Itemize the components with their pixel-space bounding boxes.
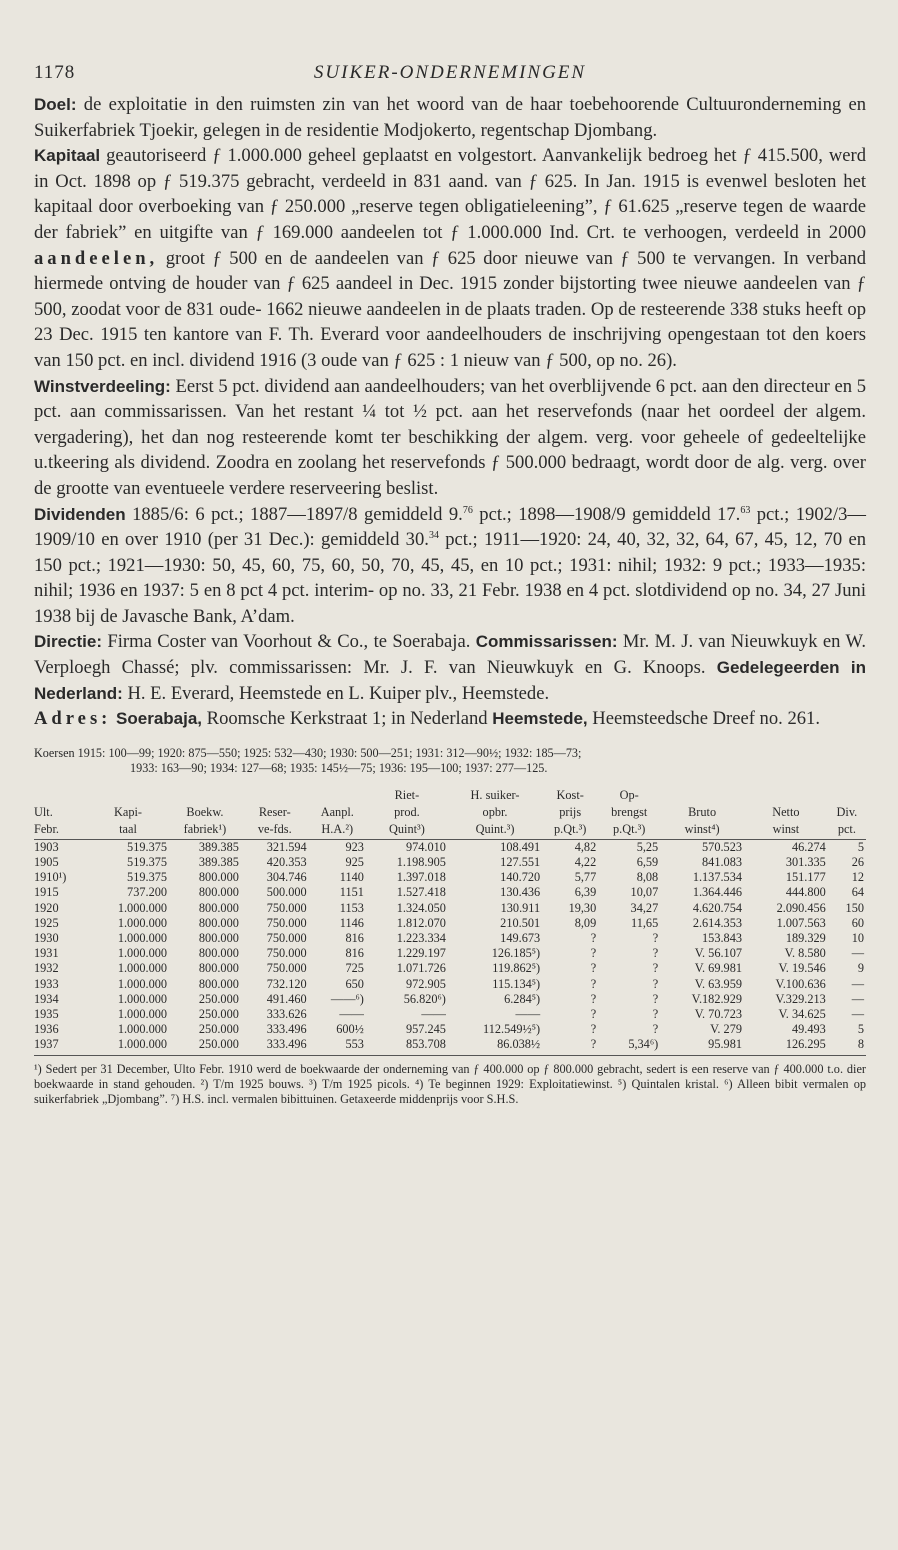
table-cell: 210.501 — [500, 915, 541, 930]
table-cell: V. 8.580 — [784, 946, 826, 961]
column-header — [87, 788, 169, 805]
table-cell: 5,34⁶) — [598, 1037, 660, 1055]
section-label: Soerabaja, — [116, 709, 203, 729]
table-cell: 1153 — [339, 900, 364, 915]
table-cell: 1.000.000 — [117, 900, 168, 915]
paragraph-text: Eerst 5 pct. dividend aan aandeelhouders; van het overblijvende 6 pct. aan den directeur en 5 pct. aan commissarissen. Van het restant ¼ tot ½ pct. aan het reservefonds (naar het oordeel der algem. vergadering), het dan nog resteerende komt ter beschikking der algem. verg. voor geheele of gedeeltelijke u.tkeering als dividend. Zoodra en zoolang het reservefonds ƒ 500.000 bedraagt, wordt door de alg. verg. over de grootte van eventueele verdere reserveering beslist. — [34, 375, 866, 499]
superscript: 63 — [740, 504, 751, 516]
section-label: Doel: — [34, 95, 77, 114]
table-row — [34, 977, 866, 992]
table-row — [34, 855, 866, 870]
paragraph-text: pct.; 1911—1920: 24, 40, 32, 32, 64, 67, 45, 12, 70 en 150 pct.; 1921—1930: 50, 45, 60, 75, 60, 50, 70, 45, 45, en 10 pct.; 1931: nihil; 1932: 9 pct.; 1933—1935: nihil; 1936 en 1937: 5 en 8 pct 4 pct. interim- op no. 33, 21 Febr. 1938 en 4 pct. slotdividend op no. 34, 27 Juni 1938 bij de Javasche Bank, A’dam. — [34, 529, 867, 627]
table-cell: 816 — [345, 931, 364, 946]
superscript: 76 — [462, 504, 473, 516]
paragraph-text: Roomsche Kerkstraat 1; in Nederland — [202, 708, 493, 730]
table-header-row — [34, 788, 866, 805]
paragraph-text: geautoriseerd ƒ 1.000.000 geheel geplaatst en volgestort. Aanvankelijk bedroeg het ƒ 415.500, werd in Oct. 1898 op ƒ 519.375 gebracht, verdeeld in 831 aand. van ƒ 625. In Jan. 1915 is evenwel besloten het kapitaal door overboeking van ƒ 250.000 „reserve tegen obligatieleening”, ƒ 61.625 „reserve tegen de waarde der fabriek” en uitgifte van ƒ 169.000 aandeelen tot ƒ 1.000.000 Ind. Crt. te verhoogen, verdeeld in 2000 — [34, 145, 866, 243]
table-cell: ? — [652, 931, 659, 946]
table-cell: — — [851, 1007, 864, 1022]
table-cell: 149.673 — [500, 931, 541, 946]
table-cell: 800.000 — [198, 931, 239, 946]
column-header: Kost- — [556, 787, 584, 802]
column-header: prod. — [394, 804, 420, 819]
table-cell: 732.120 — [266, 976, 307, 991]
paragraph-text: Heemsteedsche Dreef no. 261. — [587, 708, 820, 730]
table-cell: 1925 — [34, 915, 59, 930]
document-page — [34, 58, 866, 1107]
table-cell: 112.549½⁵) — [483, 1022, 541, 1037]
column-header: H. suiker- — [470, 787, 520, 802]
koersen-line-2: 1933: 163—90; 1934: 127—68; 1935: 145½—75; 1936: 195—100; 1937: 277—125. — [130, 760, 548, 775]
table-cell: 972.905 — [405, 976, 446, 991]
section-label: Commissarissen: — [475, 632, 618, 652]
table-cell: 2.090.456 — [776, 900, 826, 915]
table-cell: 650 — [345, 976, 364, 991]
page-number: 1178 — [34, 62, 76, 83]
table-cell: ? — [652, 961, 659, 976]
table-row — [34, 1037, 866, 1055]
table-cell: 1.000.000 — [117, 1007, 168, 1022]
table-cell: ? — [652, 991, 659, 1006]
table-cell: 1.137.534 — [692, 870, 742, 885]
table-cell: 304.746 — [266, 870, 307, 885]
table-cell: ? — [590, 946, 597, 961]
table-cell: V. 56.107 — [694, 946, 742, 961]
page-header — [34, 58, 866, 92]
table-cell: —— — [339, 1007, 364, 1022]
table-cell: 1.397.018 — [396, 870, 446, 885]
column-header: fabriek¹) — [169, 822, 241, 840]
column-header: Quint.³) — [448, 822, 542, 840]
table-cell: 151.177 — [785, 870, 826, 885]
table-cell: 127.551 — [500, 855, 541, 870]
table-cell: — — [851, 991, 864, 1006]
paragraph-text: groot ƒ 500 en de aandeelen van ƒ 625 door nieuwe van ƒ 500 te vervangen. In verband hiermede ontving de houder van ƒ 625 aandeel in Dec. 1915 zonder bijstorting twee nieuwe aandeelen van ƒ 500, zoodat voor de 831 oude- 1662 nieuwe aandeelen in de plaats traden. Op de resteerende 338 stuks heeft op 23 Dec. 1915 ten kantore van F. Th. Everard voor aandeelhouders de inschrijving opengestaan tot den koers van 150 pct. en incl. dividend 1916 (3 oude van ƒ 625 : 1 nieuw van ƒ 500, op no. 26). — [34, 247, 866, 371]
table-cell: 250.000 — [169, 1037, 241, 1055]
table-cell: 1936 — [34, 1022, 59, 1037]
table-cell: 1.000.000 — [117, 976, 168, 991]
paragraph-text: Mr. M. J. van Nieuwkuyk en W. Verploegh Chassé; plv. commissarissen: Mr. J. F. van Nieuwkuyk en G. Knoops. — [34, 631, 866, 679]
table-cell: 1910¹) — [34, 870, 67, 885]
table-cell: 126.185⁵) — [491, 946, 541, 961]
table-cell: ? — [652, 1022, 659, 1037]
table-cell: 570.523 — [702, 839, 742, 854]
table-cell: 800.000 — [198, 870, 239, 885]
table-cell: 1.229.197 — [396, 946, 446, 961]
table-cell: 853.708 — [366, 1037, 448, 1055]
table-cell: 150 — [845, 900, 864, 915]
table-row — [34, 1007, 866, 1022]
table-cell: 923 — [345, 839, 364, 854]
table-cell: 8 — [828, 1037, 866, 1055]
koersen-line-1: Koersen 1915: 100—99; 1920: 875—550; 1925: 532—430; 1930: 500—251; 1931: 312—90½; 1932: 185—73; — [34, 745, 582, 760]
column-header: Bruto — [688, 804, 717, 819]
table-cell: 8,09 — [574, 915, 597, 930]
table-cell: 500.000 — [266, 885, 307, 900]
paragraph — [34, 92, 866, 143]
table-row — [34, 946, 866, 961]
table-cell: 1903 — [34, 839, 59, 854]
table-cell: 1.223.334 — [396, 931, 446, 946]
table-cell: 1.000.000 — [117, 961, 168, 976]
table-cell: 250.000 — [198, 1022, 239, 1037]
section-label: Adres: — [34, 708, 112, 730]
table-cell: 10,07 — [630, 885, 659, 900]
column-header: Kapi- — [114, 804, 143, 819]
table-cell: 130.911 — [500, 900, 541, 915]
table-cell: 5,25 — [636, 839, 659, 854]
table-cell: 12 — [851, 870, 864, 885]
table-cell: 4,82 — [574, 839, 597, 854]
table-cell: 19,30 — [568, 900, 597, 915]
table-cell: 750.000 — [266, 931, 307, 946]
table-cell: 1.007.563 — [776, 915, 826, 930]
table-cell: ? — [652, 1007, 659, 1022]
table-cell: ? — [590, 976, 597, 991]
column-header: winst⁴) — [660, 822, 744, 840]
financial-table-body — [34, 839, 866, 1055]
table-cell: ? — [590, 961, 597, 976]
section-label: aandeelen, — [34, 247, 159, 269]
paragraph — [34, 706, 866, 732]
column-header — [309, 788, 366, 805]
table-cell: ? — [590, 1007, 597, 1022]
column-header: Aanpl. — [320, 804, 354, 819]
table-cell: 6.284⁵) — [504, 991, 541, 1006]
table-cell: 800.000 — [198, 885, 239, 900]
table-row — [34, 931, 866, 946]
column-header — [744, 788, 828, 805]
table-cell: — — [851, 946, 864, 961]
table-cell: 1935 — [34, 1007, 59, 1022]
column-header: Reser- — [258, 804, 291, 819]
table-cell: 6,59 — [636, 855, 659, 870]
table-cell: 750.000 — [266, 900, 307, 915]
paragraph-text: de exploitatie in den ruimsten zin van het woord van de haar toebehoorende Cultuuronderneming en Suikerfabriek Tjoekir, gelegen in de residentie Modjokerto, regentschap Djombang. — [34, 94, 866, 141]
table-cell: 1920 — [34, 900, 59, 915]
table-cell: 750.000 — [266, 946, 307, 961]
table-cell: 519.375 — [127, 839, 168, 854]
table-cell: 1.812.070 — [396, 915, 446, 930]
table-cell: 321.594 — [266, 839, 307, 854]
column-header: Riet- — [394, 787, 420, 802]
paragraph — [34, 374, 866, 502]
table-cell: 389.385 — [198, 839, 239, 854]
table-row — [34, 961, 866, 976]
table-header-row — [34, 805, 866, 822]
section-label: Gedelegeerden in Nederland: — [34, 658, 866, 703]
table-row — [34, 992, 866, 1007]
table-cell: ? — [652, 946, 659, 961]
column-header: winst — [744, 822, 828, 840]
footnotes: ¹) Sedert per 31 December, Ulto Febr. 1910 werd de boekwaarde der onderneming van ƒ 400.000 op ƒ 800.000 gebracht, sedert is een reserve van ƒ 400.000 t.o. dier boekwaarde in stand gehouden. ²) T/m 1925 bouws. ³) T/m 1925 picols. ⁴) Te beginnen 1929: Exploitatiewinst. ⁵) Quintalen kristal. ⁶) Alleen bibit vermalen op suikerfabriek „Djombang”. ⁷) H.S. incl. vermalen bibittuinen. Getaxeerde middenprijs voor S.H.S. — [34, 1061, 866, 1106]
table-cell: 800.000 — [198, 900, 239, 915]
running-title: SUIKER-ONDERNEMINGEN — [313, 62, 587, 83]
table-cell: 333.496 — [241, 1037, 309, 1055]
table-cell: 46.274 — [791, 839, 826, 854]
table-cell: 10 — [851, 931, 864, 946]
table-row — [34, 839, 866, 855]
table-row — [34, 901, 866, 916]
table-cell: 1932 — [34, 961, 59, 976]
column-header: Quint³) — [366, 822, 448, 840]
table-cell: 11,65 — [631, 915, 659, 930]
table-cell: 800.000 — [198, 946, 239, 961]
column-header: ve-fds. — [241, 822, 309, 840]
table-cell: 1140 — [339, 870, 364, 885]
table-cell: 1.000.000 — [117, 915, 168, 930]
column-header — [660, 788, 744, 805]
table-cell: 1934 — [34, 991, 59, 1006]
table-cell: 301.335 — [785, 855, 826, 870]
table-cell: 5 — [857, 1022, 864, 1037]
table-cell: 9 — [857, 961, 864, 976]
table-cell: 737.200 — [127, 885, 168, 900]
table-cell: 519.375 — [127, 855, 168, 870]
table-cell: 600½ — [336, 1022, 364, 1037]
table-cell: 4,22 — [574, 855, 597, 870]
table-row — [34, 916, 866, 931]
paragraph — [34, 502, 866, 630]
table-cell: 725 — [345, 961, 364, 976]
table-cell: V. 70.723 — [694, 1007, 742, 1022]
paragraph-text: Firma Coster van Voorhout & Co., te Soerabaja. — [102, 631, 476, 653]
table-cell: 250.000 — [198, 1007, 239, 1022]
table-cell: 816 — [345, 946, 364, 961]
table-cell: 1931 — [34, 946, 59, 961]
column-header: H.A.²) — [309, 822, 366, 840]
table-cell: 130.436 — [500, 885, 541, 900]
table-cell: 108.491 — [500, 839, 541, 854]
financial-table-header — [34, 788, 866, 840]
table-cell: ? — [590, 1022, 597, 1037]
table-cell: V.100.636 — [775, 976, 826, 991]
table-cell: ——⁶) — [330, 991, 364, 1006]
table-cell: 1.000.000 — [117, 931, 168, 946]
table-cell: 750.000 — [266, 915, 307, 930]
column-header: brengst — [611, 804, 648, 819]
table-cell: 553 — [309, 1037, 366, 1055]
table-cell: 6,39 — [574, 885, 597, 900]
paragraph-text: 1885/6: 6 pct.; 1887—1897/8 gemiddeld 9. — [125, 503, 463, 525]
column-header — [169, 788, 241, 805]
table-cell: 1915 — [34, 885, 59, 900]
table-row — [34, 885, 866, 900]
table-cell: ? — [542, 1037, 598, 1055]
table-cell: — — [851, 976, 864, 991]
table-cell: 519.375 — [127, 870, 168, 885]
table-cell: V. 63.959 — [694, 976, 742, 991]
superscript: 34 — [428, 529, 439, 541]
table-cell: 1.000.000 — [117, 946, 168, 961]
column-header: Febr. — [34, 822, 87, 840]
table-cell: 26 — [851, 855, 864, 870]
table-cell: 126.295 — [744, 1037, 828, 1055]
column-header: p.Qt.³) — [598, 822, 660, 840]
column-header: taal — [87, 822, 169, 840]
table-cell: 153.843 — [702, 931, 742, 946]
table-cell: 56.820⁶) — [403, 991, 446, 1006]
column-header — [828, 788, 866, 805]
column-header: opbr. — [482, 804, 508, 819]
column-header: Netto — [772, 804, 800, 819]
section-label: Winstverdeeling: — [34, 376, 171, 396]
table-row — [34, 870, 866, 885]
section-label: Directie: — [34, 632, 103, 652]
table-cell: 140.720 — [500, 870, 541, 885]
table-cell: V. 69.981 — [694, 961, 742, 976]
table-cell: 420.353 — [266, 855, 307, 870]
table-cell: 333.626 — [266, 1007, 307, 1022]
table-cell: 389.385 — [198, 855, 239, 870]
table-cell: 4.620.754 — [692, 900, 742, 915]
table-cell: 1905 — [34, 855, 59, 870]
table-cell: 34,27 — [630, 900, 659, 915]
table-cell: 800.000 — [198, 915, 239, 930]
table-cell: V. 279 — [710, 1022, 742, 1037]
column-header: prijs — [559, 804, 582, 819]
financial-table — [34, 788, 866, 1056]
paragraph-text: pct.; 1902/3—1909/10 en over 1910 (per 31 Dec.): gemiddeld 30. — [34, 503, 866, 551]
column-header: pct. — [828, 822, 866, 840]
column-header — [34, 788, 87, 805]
column-header — [241, 788, 309, 805]
table-cell: 333.496 — [266, 1022, 307, 1037]
table-cell: 974.010 — [405, 839, 446, 854]
table-cell: 1.000.000 — [87, 1037, 169, 1055]
section-label: Kapitaal — [34, 146, 101, 166]
paragraph — [34, 143, 866, 373]
table-cell: 750.000 — [266, 961, 307, 976]
section-label: Heemstede, — [492, 709, 588, 729]
paragraph-text: pct.; 1898—1908/9 gemiddeld 17. — [472, 503, 741, 525]
table-cell: 5 — [857, 839, 864, 854]
table-cell: V.182.929 — [691, 991, 742, 1006]
table-cell: 86.038½ — [448, 1037, 542, 1055]
column-header: Boekw. — [186, 804, 224, 819]
table-cell: 119.862⁵) — [492, 961, 541, 976]
table-cell: 8,08 — [636, 870, 659, 885]
table-cell: —— — [421, 1007, 446, 1022]
company-description — [34, 92, 866, 732]
paragraph-text: H. E. Everard, Heemstede en L. Kuiper plv., Heemstede. — [122, 682, 550, 704]
table-cell: 444.800 — [785, 885, 826, 900]
table-cell: 1146 — [339, 915, 364, 930]
table-cell: 1.527.418 — [396, 885, 446, 900]
table-header-row — [34, 822, 866, 840]
table-cell: 1930 — [34, 931, 59, 946]
section-label: Dividenden — [34, 504, 126, 524]
table-cell: 1937 — [34, 1037, 87, 1055]
table-cell: 189.329 — [785, 931, 826, 946]
table-cell: 800.000 — [198, 976, 239, 991]
table-cell: 64 — [851, 885, 864, 900]
table-cell: 1.071.726 — [396, 961, 446, 976]
table-cell: 1933 — [34, 976, 59, 991]
table-cell: 1.324.050 — [396, 900, 446, 915]
table-row — [34, 1022, 866, 1037]
table-cell: ? — [590, 931, 597, 946]
column-header: Op- — [619, 787, 639, 802]
table-cell: V. 19.546 — [778, 961, 826, 976]
table-cell: —— — [515, 1007, 541, 1022]
table-cell: 49.493 — [791, 1022, 826, 1037]
table-cell: 841.083 — [702, 855, 742, 870]
table-cell: 925 — [345, 855, 364, 870]
column-header: Div. — [836, 804, 858, 819]
table-cell: 95.981 — [660, 1037, 744, 1055]
table-cell: 1.364.446 — [692, 885, 742, 900]
table-cell: ? — [590, 991, 597, 1006]
table-cell: ? — [652, 976, 659, 991]
table-cell: V.329.213 — [775, 991, 826, 1006]
table-cell: 60 — [851, 915, 864, 930]
table-cell: 250.000 — [198, 991, 239, 1006]
table-cell: 957.245 — [405, 1022, 446, 1037]
table-cell: 1.198.905 — [396, 855, 446, 870]
table-cell: 491.460 — [266, 991, 307, 1006]
table-cell: 5,77 — [574, 870, 597, 885]
table-cell: 1.000.000 — [117, 1022, 168, 1037]
table-cell: 1151 — [339, 885, 364, 900]
table-cell: 2.614.353 — [692, 915, 742, 930]
table-cell: V. 34.625 — [778, 1007, 826, 1022]
koersen-line — [34, 746, 866, 776]
table-cell: 115.134⁵) — [492, 976, 541, 991]
table-cell: 1.000.000 — [117, 991, 168, 1006]
column-header: p.Qt.³) — [542, 822, 598, 840]
column-header: Ult. — [34, 804, 53, 819]
paragraph — [34, 629, 866, 706]
table-cell: 800.000 — [198, 961, 239, 976]
